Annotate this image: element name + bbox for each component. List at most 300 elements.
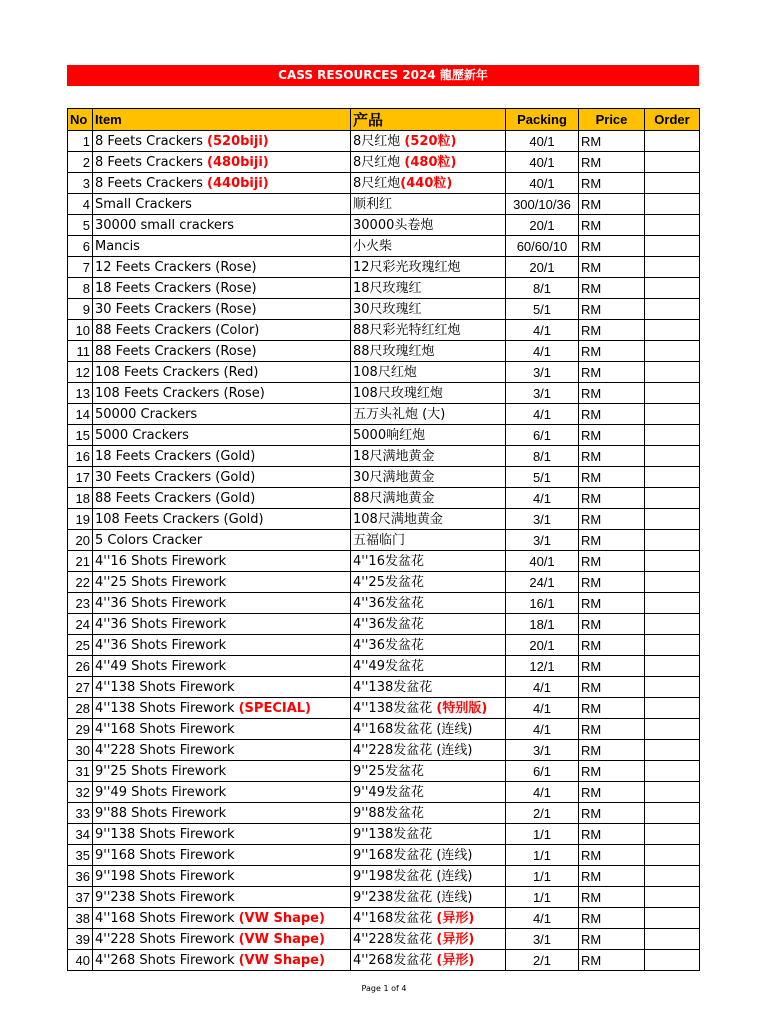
order-cell[interactable] [645, 677, 700, 698]
item-name: 4''168 Shots Firework [95, 910, 239, 926]
table-row [68, 362, 700, 383]
price-cell [579, 677, 645, 698]
item-name-cell [93, 698, 351, 719]
item-name: 5000 Crackers [95, 427, 189, 443]
chinese-name: 9''168发盆花 (连线) [353, 847, 473, 863]
order-cell[interactable] [645, 530, 700, 551]
price-cell [579, 173, 645, 194]
price-value: RM [581, 217, 602, 233]
row-number-text: 12 [75, 364, 90, 380]
packing-value: 4/1 [532, 784, 552, 800]
packing-value: 8/1 [532, 448, 552, 464]
packing-value: 40/1 [529, 553, 555, 569]
price-value: RM [581, 364, 602, 380]
chinese-name-cell [351, 194, 506, 215]
chinese-highlight: (520粒) [404, 133, 457, 149]
chinese-name-cell [351, 803, 506, 824]
chinese-name-cell [351, 278, 506, 299]
item-name: 30 Feets Crackers (Rose) [95, 301, 257, 317]
item-name-cell [93, 383, 351, 404]
item-name: 9''88 Shots Firework [95, 805, 227, 821]
item-name: 4''36 Shots Firework [95, 595, 227, 611]
chinese-name-cell [351, 404, 506, 425]
packing-value: 2/1 [532, 952, 552, 968]
packing-cell [506, 320, 579, 341]
table-row [68, 740, 700, 761]
item-name: 9''198 Shots Firework [95, 868, 235, 884]
price-value: RM [581, 805, 602, 821]
item-name: 5 Colors Cracker [95, 532, 203, 548]
item-name: 12 Feets Crackers (Rose) [95, 259, 257, 275]
chinese-name: 88尺满地黄金 [353, 490, 435, 506]
row-number-text: 34 [75, 826, 90, 842]
order-cell[interactable] [645, 173, 700, 194]
chinese-name-cell [351, 236, 506, 257]
row-number [68, 698, 93, 719]
chinese-name-cell [351, 572, 506, 593]
document-title: CASS RESOURCES 2024 龍歷新年 [67, 65, 699, 86]
price-value: RM [581, 679, 602, 695]
row-number [68, 425, 93, 446]
price-cell [579, 908, 645, 929]
price-value: RM [581, 511, 602, 527]
chinese-name-cell [351, 761, 506, 782]
packing-cell [506, 551, 579, 572]
item-name-cell [93, 572, 351, 593]
row-number-text: 33 [75, 805, 90, 821]
price-value: RM [581, 280, 602, 296]
table-row [68, 719, 700, 740]
item-name-cell [93, 950, 351, 971]
item-name: 4''16 Shots Firework [95, 553, 227, 569]
order-cell[interactable] [645, 320, 700, 341]
row-number-text: 35 [75, 847, 90, 863]
price-cell [579, 803, 645, 824]
order-cell[interactable] [645, 215, 700, 236]
chinese-highlight: (440粒) [400, 175, 453, 191]
row-number [68, 845, 93, 866]
chinese-name: 4''49发盆花 [353, 658, 424, 674]
row-number-text: 31 [75, 763, 90, 779]
row-number-text: 22 [75, 574, 90, 590]
packing-cell [506, 614, 579, 635]
chinese-name: 4''25发盆花 [353, 574, 424, 590]
item-highlight: (VW Shape) [238, 952, 325, 968]
item-name-cell [93, 194, 351, 215]
chinese-name: 4''168发盆花 [353, 910, 437, 926]
item-name: 4''138 Shots Firework [95, 679, 235, 695]
chinese-name: 30尺满地黄金 [353, 469, 435, 485]
chinese-name: 12尺彩光玫瑰红炮 [353, 259, 461, 275]
table-row [68, 152, 700, 173]
packing-cell [506, 530, 579, 551]
row-number [68, 740, 93, 761]
packing-value: 16/1 [529, 595, 555, 611]
price-cell [579, 866, 645, 887]
row-number [68, 488, 93, 509]
order-cell[interactable] [645, 761, 700, 782]
item-name-cell [93, 782, 351, 803]
price-cell [579, 236, 645, 257]
column-header-chinese: 产品 [351, 109, 506, 131]
item-name: 8 Feets Crackers [95, 175, 208, 191]
price-cell [579, 467, 645, 488]
item-name-cell [93, 845, 351, 866]
price-cell [579, 782, 645, 803]
chinese-name-cell [351, 824, 506, 845]
row-number-text: 38 [75, 910, 90, 926]
row-number [68, 152, 93, 173]
chinese-name: 88尺彩光特红红炮 [353, 322, 461, 338]
chinese-name-cell [351, 131, 506, 152]
price-cell [579, 740, 645, 761]
order-cell[interactable] [645, 866, 700, 887]
order-cell[interactable] [645, 887, 700, 908]
item-name: 108 Feets Crackers (Red) [95, 364, 259, 380]
price-cell [579, 887, 645, 908]
order-cell[interactable] [645, 740, 700, 761]
table-row [68, 866, 700, 887]
item-name-cell [93, 803, 351, 824]
packing-cell [506, 803, 579, 824]
chinese-name: 4''36发盆花 [353, 616, 424, 632]
packing-cell [506, 257, 579, 278]
order-cell[interactable] [645, 236, 700, 257]
price-value: RM [581, 343, 602, 359]
table-row [68, 530, 700, 551]
price-value: RM [581, 406, 602, 422]
order-cell[interactable] [645, 551, 700, 572]
table-row [68, 320, 700, 341]
packing-cell [506, 362, 579, 383]
order-cell[interactable] [645, 341, 700, 362]
row-number-text: 28 [75, 700, 90, 716]
item-name: 8 Feets Crackers [95, 154, 208, 170]
row-number-text: 11 [76, 343, 90, 359]
order-cell[interactable] [645, 929, 700, 950]
price-value: RM [581, 910, 602, 926]
order-cell[interactable] [645, 635, 700, 656]
item-name-cell [93, 488, 351, 509]
item-name-cell [93, 593, 351, 614]
packing-cell [506, 719, 579, 740]
item-name-cell [93, 677, 351, 698]
row-number [68, 236, 93, 257]
price-value: RM [581, 490, 602, 506]
chinese-name: 108尺满地黄金 [353, 511, 443, 527]
row-number-text: 2 [82, 154, 90, 170]
packing-value: 1/1 [532, 868, 552, 884]
chinese-name-cell [351, 593, 506, 614]
chinese-name: 顺利红 [353, 196, 393, 212]
order-cell[interactable] [645, 719, 700, 740]
table-row [68, 950, 700, 971]
price-cell [579, 845, 645, 866]
item-name-cell [93, 362, 351, 383]
packing-value: 4/1 [532, 700, 552, 716]
chinese-name-cell [351, 866, 506, 887]
chinese-name: 4''138发盆花 [353, 679, 433, 695]
item-name-cell [93, 278, 351, 299]
table-row [68, 698, 700, 719]
chinese-name-cell [351, 929, 506, 950]
row-number-text: 37 [75, 889, 90, 905]
packing-cell [506, 341, 579, 362]
chinese-name: 30000头卷炮 [353, 217, 434, 233]
table-row [68, 341, 700, 362]
chinese-name: 18尺玫瑰红 [353, 280, 422, 296]
packing-cell [506, 824, 579, 845]
price-cell [579, 950, 645, 971]
chinese-name: 5000响红炮 [353, 427, 426, 443]
row-number-text: 19 [75, 511, 90, 527]
item-highlight: (480biji) [207, 154, 269, 170]
chinese-name: 108尺红炮 [353, 364, 417, 380]
table-row [68, 131, 700, 152]
chinese-name-cell [351, 488, 506, 509]
item-name-cell [93, 299, 351, 320]
chinese-name: 小火柴 [353, 238, 393, 254]
item-name: 4''228 Shots Firework [95, 742, 235, 758]
packing-value: 5/1 [532, 469, 552, 485]
row-number [68, 677, 93, 698]
price-value: RM [581, 322, 602, 338]
item-name: 4''25 Shots Firework [95, 574, 227, 590]
item-name: Small Crackers [95, 196, 192, 212]
chinese-name: 4''228发盆花 [353, 931, 437, 947]
table-row [68, 173, 700, 194]
table-row [68, 467, 700, 488]
row-number-text: 18 [75, 490, 90, 506]
item-name: 108 Feets Crackers (Rose) [95, 385, 265, 401]
order-cell[interactable] [645, 425, 700, 446]
price-value: RM [581, 637, 602, 653]
packing-value: 3/1 [532, 364, 552, 380]
price-cell [579, 551, 645, 572]
packing-value: 12/1 [529, 658, 555, 674]
item-name: 88 Feets Crackers (Gold) [95, 490, 256, 506]
packing-cell [506, 635, 579, 656]
item-name-cell [93, 509, 351, 530]
packing-cell [506, 194, 579, 215]
order-cell[interactable] [645, 404, 700, 425]
packing-value: 3/1 [532, 931, 552, 947]
price-cell [579, 320, 645, 341]
chinese-name: 4''168发盆花 (连线) [353, 721, 473, 737]
row-number [68, 761, 93, 782]
chinese-name-cell [351, 257, 506, 278]
price-value: RM [581, 721, 602, 737]
row-number-text: 36 [75, 868, 90, 884]
row-number [68, 803, 93, 824]
order-cell[interactable] [645, 131, 700, 152]
item-name-cell [93, 530, 351, 551]
packing-value: 18/1 [529, 616, 555, 632]
order-cell[interactable] [645, 509, 700, 530]
table-row [68, 446, 700, 467]
item-name-cell [93, 887, 351, 908]
order-cell[interactable] [645, 383, 700, 404]
table-row [68, 761, 700, 782]
item-name: 9''168 Shots Firework [95, 847, 235, 863]
packing-cell [506, 278, 579, 299]
chinese-name-cell [351, 425, 506, 446]
packing-cell [506, 887, 579, 908]
price-cell [579, 572, 645, 593]
item-name: 18 Feets Crackers (Gold) [95, 448, 256, 464]
row-number-text: 25 [75, 637, 90, 653]
order-cell[interactable] [645, 656, 700, 677]
item-name: 88 Feets Crackers (Color) [95, 322, 260, 338]
item-name-cell [93, 404, 351, 425]
packing-value: 4/1 [532, 910, 552, 926]
item-name: 8 Feets Crackers [95, 133, 208, 149]
price-cell [579, 824, 645, 845]
table-row [68, 425, 700, 446]
price-value: RM [581, 826, 602, 842]
row-number [68, 782, 93, 803]
order-cell[interactable] [645, 824, 700, 845]
row-number [68, 656, 93, 677]
order-cell[interactable] [645, 257, 700, 278]
chinese-name: 五万头礼炮 (大) [353, 406, 446, 422]
order-cell[interactable] [645, 782, 700, 803]
column-header-no: No [68, 109, 93, 131]
price-cell [579, 278, 645, 299]
table-row [68, 677, 700, 698]
item-highlight: (VW Shape) [238, 910, 325, 926]
row-number-text: 17 [75, 469, 90, 485]
order-cell[interactable] [645, 446, 700, 467]
chinese-name: 9''25发盆花 [353, 763, 424, 779]
price-cell [579, 194, 645, 215]
chinese-name: 30尺玫瑰红 [353, 301, 422, 317]
order-cell[interactable] [645, 278, 700, 299]
price-cell [579, 635, 645, 656]
order-cell[interactable] [645, 803, 700, 824]
order-cell[interactable] [645, 362, 700, 383]
packing-cell [506, 446, 579, 467]
chinese-name: 8尺红炮 [353, 133, 405, 149]
order-cell[interactable] [645, 593, 700, 614]
chinese-name: 4''268发盆花 [353, 952, 437, 968]
price-value: RM [581, 133, 602, 149]
price-value: RM [581, 175, 602, 191]
column-header-item: Item [93, 109, 351, 131]
chinese-name: 18尺满地黄金 [353, 448, 435, 464]
price-value: RM [581, 763, 602, 779]
chinese-name-cell [351, 719, 506, 740]
table-row [68, 635, 700, 656]
price-value: RM [581, 154, 602, 170]
packing-value: 4/1 [532, 322, 552, 338]
chinese-name-cell [351, 215, 506, 236]
packing-cell [506, 698, 579, 719]
row-number [68, 278, 93, 299]
table-row [68, 845, 700, 866]
table-row [68, 383, 700, 404]
item-name: 4''138 Shots Firework [95, 700, 239, 716]
row-number-text: 27 [75, 679, 90, 695]
order-cell[interactable] [645, 614, 700, 635]
packing-value: 4/1 [532, 721, 552, 737]
chinese-name-cell [351, 614, 506, 635]
order-cell[interactable] [645, 152, 700, 173]
price-value: RM [581, 847, 602, 863]
price-cell [579, 761, 645, 782]
order-cell[interactable] [645, 845, 700, 866]
item-name: 108 Feets Crackers (Gold) [95, 511, 264, 527]
order-cell[interactable] [645, 194, 700, 215]
row-number [68, 950, 93, 971]
order-cell[interactable] [645, 488, 700, 509]
price-cell [579, 404, 645, 425]
chinese-name: 9''238发盆花 (连线) [353, 889, 473, 905]
table-row [68, 194, 700, 215]
column-header-packing: Packing [506, 109, 579, 131]
row-number-text: 9 [82, 301, 90, 317]
price-value: RM [581, 931, 602, 947]
packing-value: 2/1 [532, 805, 552, 821]
table-row [68, 593, 700, 614]
row-number-text: 20 [75, 532, 90, 548]
item-name: 88 Feets Crackers (Rose) [95, 343, 257, 359]
row-number-text: 13 [75, 385, 90, 401]
row-number [68, 908, 93, 929]
chinese-highlight: (480粒) [404, 154, 457, 170]
chinese-name: 五福临门 [353, 532, 406, 548]
price-cell [579, 530, 645, 551]
price-cell [579, 131, 645, 152]
price-value: RM [581, 301, 602, 317]
order-cell[interactable] [645, 950, 700, 971]
price-value: RM [581, 238, 602, 254]
price-value: RM [581, 784, 602, 800]
price-value: RM [581, 553, 602, 569]
packing-cell [506, 866, 579, 887]
order-cell[interactable] [645, 572, 700, 593]
item-name-cell [93, 719, 351, 740]
packing-value: 6/1 [532, 427, 552, 443]
row-number [68, 572, 93, 593]
chinese-name: 88尺玫瑰红炮 [353, 343, 435, 359]
price-cell [579, 299, 645, 320]
chinese-name-cell [351, 362, 506, 383]
row-number [68, 551, 93, 572]
row-number [68, 530, 93, 551]
row-number [68, 404, 93, 425]
packing-value: 3/1 [532, 385, 552, 401]
chinese-highlight: (异形) [436, 952, 475, 968]
packing-value: 300/10/36 [513, 196, 571, 212]
packing-cell [506, 404, 579, 425]
order-cell[interactable] [645, 908, 700, 929]
item-name: 9''238 Shots Firework [95, 889, 235, 905]
order-cell[interactable] [645, 698, 700, 719]
price-value: RM [581, 742, 602, 758]
row-number-text: 16 [75, 448, 90, 464]
row-number-text: 24 [75, 616, 90, 632]
order-cell[interactable] [645, 299, 700, 320]
row-number [68, 593, 93, 614]
row-number [68, 383, 93, 404]
item-name-cell [93, 740, 351, 761]
chinese-name: 9''198发盆花 (连线) [353, 868, 473, 884]
packing-value: 60/60/10 [516, 238, 568, 254]
packing-cell [506, 425, 579, 446]
order-cell[interactable] [645, 467, 700, 488]
item-highlight: (SPECIAL) [238, 700, 311, 716]
